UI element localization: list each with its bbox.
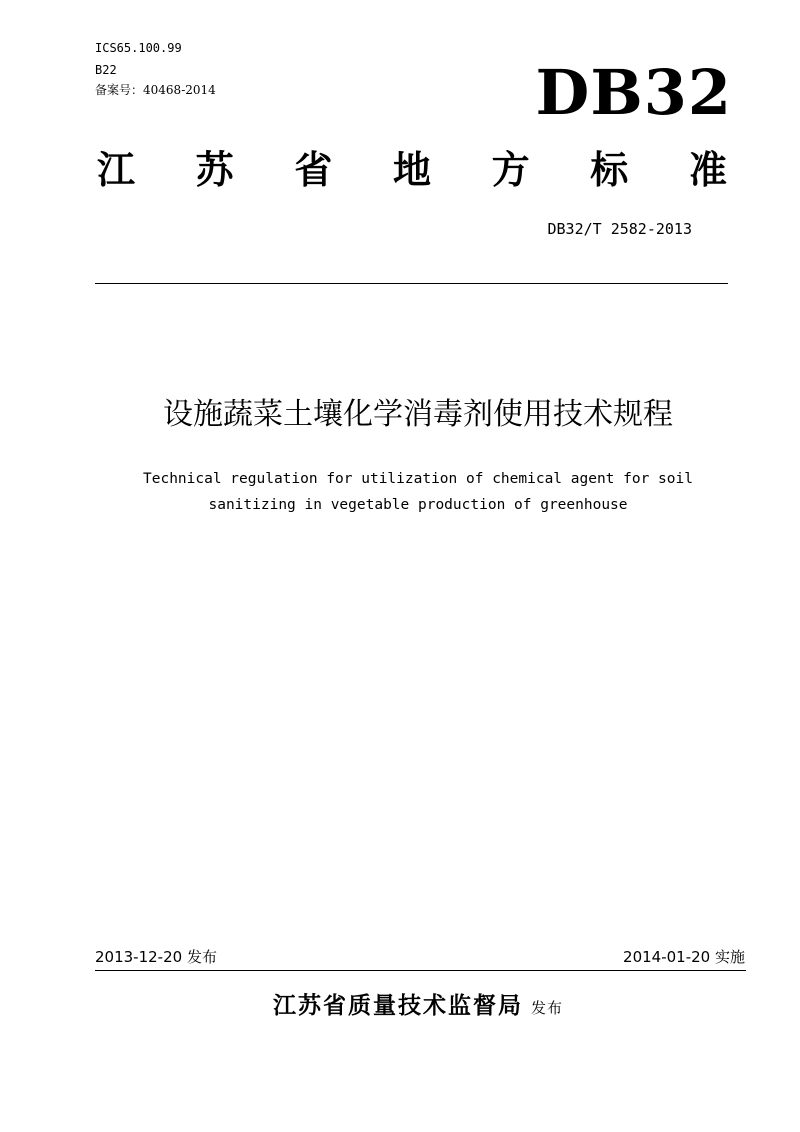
record-number [95,82,216,98]
title-en-line: Technical regulation for utilization of chemical agent for soil [143,471,693,487]
record-value: 40468-2014 [143,83,216,97]
issuer-suffix: 发布 [530,999,563,1017]
standard-number: DB32/T 2582-2013 [547,220,692,238]
standard-type-char: 省 [294,148,333,192]
bottom-divider [95,970,746,971]
standard-type-char: 苏 [195,148,234,192]
standard-type [97,145,727,195]
db32-logo: DB32 [535,56,732,129]
standard-type-char: 地 [392,148,431,192]
issue-date: 2013-12-20 发布 [95,948,217,966]
issuer-name: 江苏省质量技术监督局 [272,993,523,1019]
title-en-line: sanitizing in vegetable production of greenhouse [208,497,628,513]
issuing-authority [0,990,800,1024]
record-label: 备案号： [95,83,144,97]
standard-type-char: 标 [590,148,629,192]
standard-type-char: 江 [97,148,136,192]
ics-code: ICS65.100.99 [95,41,182,55]
standard-type-char: 准 [688,148,727,192]
ccs-code: B22 [95,63,117,77]
document-title-cn: 设施蔬菜土壤化学消毒剂使用技术规程 [163,397,673,432]
implementation-date: 2014-01-20 实施 [623,948,745,966]
standard-type-char: 方 [491,148,530,192]
document-title-en [60,466,776,518]
top-divider [95,283,728,284]
